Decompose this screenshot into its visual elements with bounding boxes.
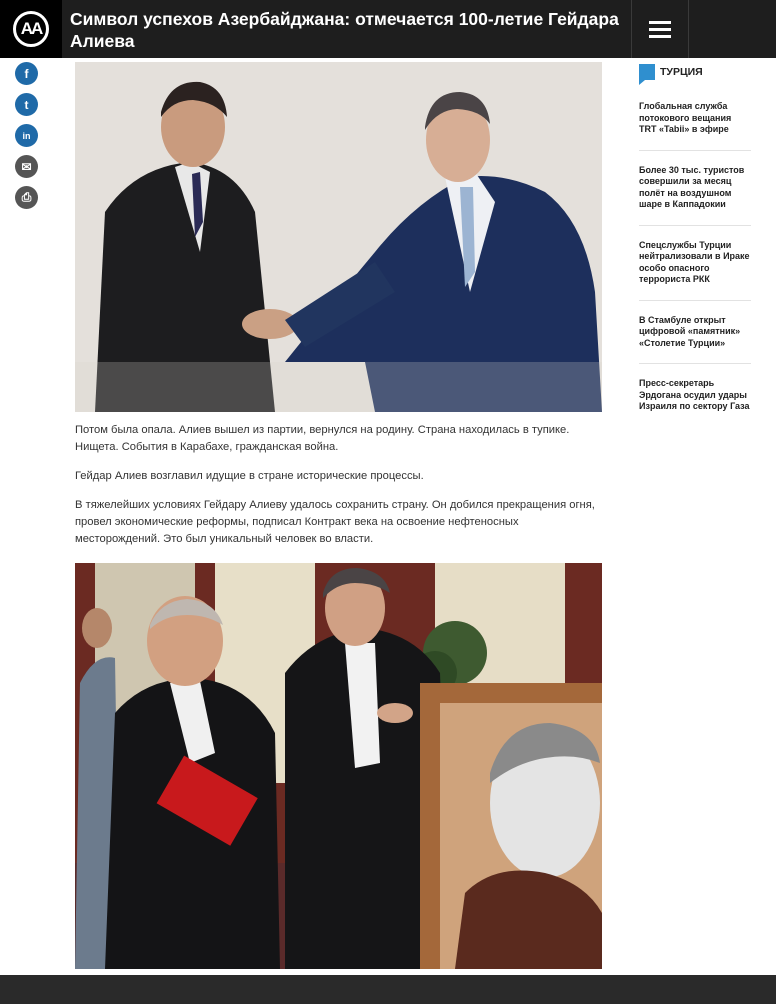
page-title: Символ успехов Азербайджана: отмечается 100-летие Гейдара Алиева [70, 9, 619, 51]
article-paragraph: Потом была опала. Алиев вышел из партии, вернулся на родину. Страна находилась в тупике. Нищета. События в Карабахе, гражданская война. [75, 424, 570, 453]
section-flag-icon [639, 64, 655, 80]
top-bar [0, 0, 776, 58]
article-paragraph: Гейдар Алиев возглавил идущие в стране исторические процессы. [75, 470, 424, 482]
article-photo-portrait-gift [75, 563, 602, 969]
share-bar [15, 62, 39, 217]
sidebar-news-item[interactable]: Глобальная служба потокового вещания TRT «Tabii» в эфире [639, 101, 751, 151]
logo-mark: AA [13, 11, 49, 47]
footer-bar [0, 975, 776, 1004]
article-photo-handshake [75, 62, 602, 412]
sidebar-section-title[interactable]: ТУРЦИЯ [660, 66, 703, 78]
sidebar-news-item[interactable]: В Стамбуле открыт цифровой «памятник» «Столетие Турции» [639, 315, 751, 365]
sidebar-news-item[interactable]: Спецслужбы Турции нейтрализовали в Ираке особо опасного террориста РКК [639, 240, 751, 301]
print-icon[interactable]: ⎙ [15, 186, 38, 209]
menu-icon-line [649, 28, 671, 31]
sidebar-section-header [639, 64, 751, 80]
article-paragraph: В тяжелейших условиях Гейдару Алиеву удалось сохранить страну. Он добился прекращения огня, провел экономические реформы, подписал Контракт века на освоение нефтеносных месторождений. Это был уникальный человек во власти. [75, 499, 595, 545]
linkedin-icon[interactable]: in [15, 124, 38, 147]
sidebar-news [639, 64, 751, 441]
menu-icon-line [649, 35, 671, 38]
sidebar-news-item[interactable]: Пресс-секретарь Эрдогана осудил удары Израиля по сектору Газа [639, 378, 750, 411]
aa-logo[interactable] [0, 0, 62, 58]
menu-icon-line [649, 21, 671, 24]
facebook-icon[interactable]: f [15, 62, 38, 85]
sidebar-news-item[interactable]: Более 30 тыс. туристов совершили за месяц полёт на воздушном шаре в Каппадокии [639, 165, 751, 226]
twitter-icon[interactable]: t [15, 93, 38, 116]
menu-button[interactable] [631, 0, 689, 58]
email-icon[interactable]: ✉ [15, 155, 38, 178]
